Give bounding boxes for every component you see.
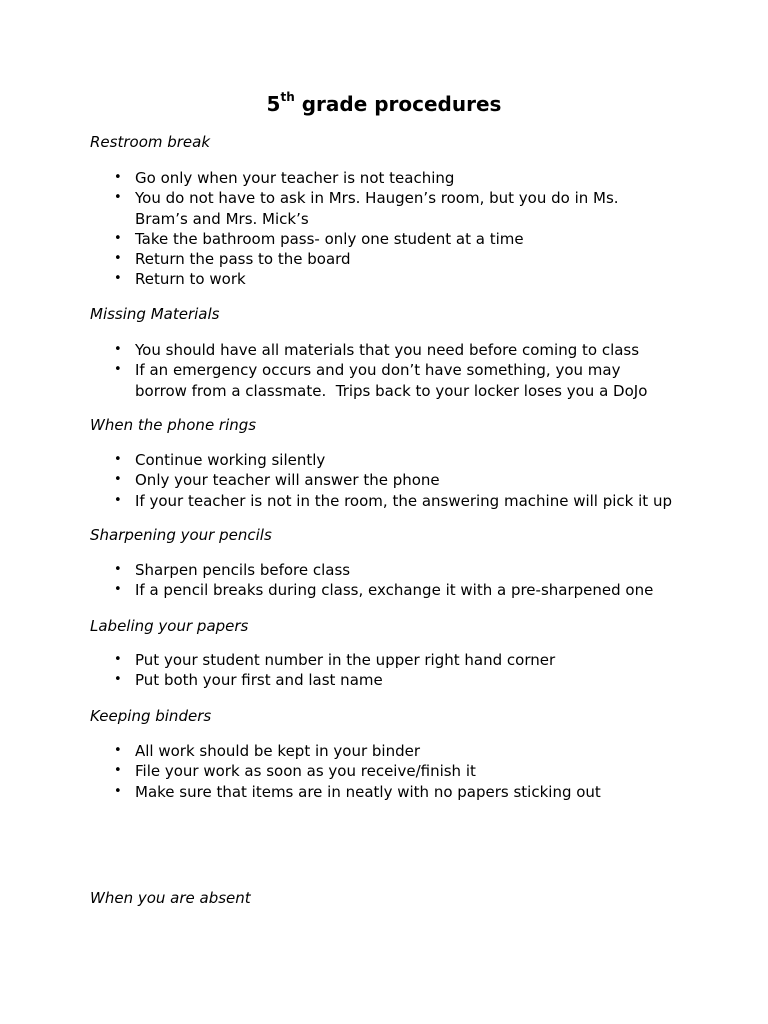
bullet-icon: • [114, 230, 122, 246]
bullet-list-sharpening-pencils [0, 560, 768, 601]
bullet-list-phone-rings [0, 450, 768, 511]
bullet-list-missing-materials [0, 340, 768, 401]
list-item: • Sharpen pencils before class [114, 561, 351, 579]
list-item: • Go only when your teacher is not teaching [114, 169, 455, 187]
bullet-icon: • [114, 652, 122, 667]
page-title: 5th grade procedures [266, 90, 502, 116]
section-heading-when-absent: When you are absent [90, 889, 251, 907]
bullet-list-keeping-binders [0, 741, 768, 802]
list-item: • Continue working silently [114, 451, 326, 469]
bullet-icon: • [114, 783, 122, 799]
list-item: • File your work as soon as you receive/finish it [114, 762, 476, 781]
section-heading-restroom-break: Restroom break [90, 133, 211, 151]
section-heading-sharpening-pencils: Sharpening your pencils [90, 526, 272, 544]
bullet-list-restroom-break [0, 168, 768, 290]
list-item: • If an emergency occurs and you don’t have something, you may borrow from a classmate. Trips back to your locker loses you a DoJo [114, 361, 648, 400]
list-item: • Return to work [114, 270, 246, 289]
list-item: • If a pencil breaks during class, exchange it with a pre-sharpened one [114, 581, 654, 600]
list-item: • You should have all materials that you need before coming to class [114, 341, 640, 359]
list-item: • Put your student number in the upper right hand corner [114, 651, 556, 669]
list-item: • If your teacher is not in the room, the answering machine will pick it up [114, 491, 672, 510]
list-item: • Take the bathroom pass- only one student at a time [114, 229, 524, 248]
bullet-icon: • [114, 472, 122, 488]
bullet-icon: • [114, 582, 122, 598]
list-item: • You do not have to ask in Mrs. Haugen’s room, but you do in Ms. Bram’s and Mrs. Mick’s [114, 189, 624, 228]
bullet-icon: • [114, 743, 122, 758]
bullet-icon: • [114, 492, 122, 508]
title-superscript: th [280, 90, 295, 105]
section-heading-missing-materials: Missing Materials [90, 305, 220, 323]
bullet-icon: • [114, 562, 122, 577]
bullet-icon: • [114, 452, 122, 467]
list-item: • Only your teacher will answer the phone [114, 471, 440, 490]
section-heading-phone-rings: When the phone rings [90, 416, 257, 434]
bullet-icon: • [114, 672, 122, 688]
list-item: • Put both your first and last name [114, 671, 383, 690]
list-item: • All work should be kept in your binder [114, 742, 421, 760]
bullet-icon: • [114, 362, 122, 378]
bullet-icon: • [114, 170, 122, 185]
bullet-icon: • [114, 763, 122, 779]
section-heading-keeping-binders: Keeping binders [90, 707, 212, 725]
bullet-icon: • [114, 342, 122, 357]
list-item: • Make sure that items are in neatly with no papers sticking out [114, 782, 601, 801]
bullet-icon: • [114, 271, 122, 287]
bullet-icon: • [114, 251, 122, 267]
list-item: • Return the pass to the board [114, 250, 351, 269]
section-heading-labeling-papers: Labeling your papers [90, 617, 249, 635]
bullet-icon: • [114, 190, 122, 206]
bullet-list-labeling-papers [0, 650, 768, 691]
